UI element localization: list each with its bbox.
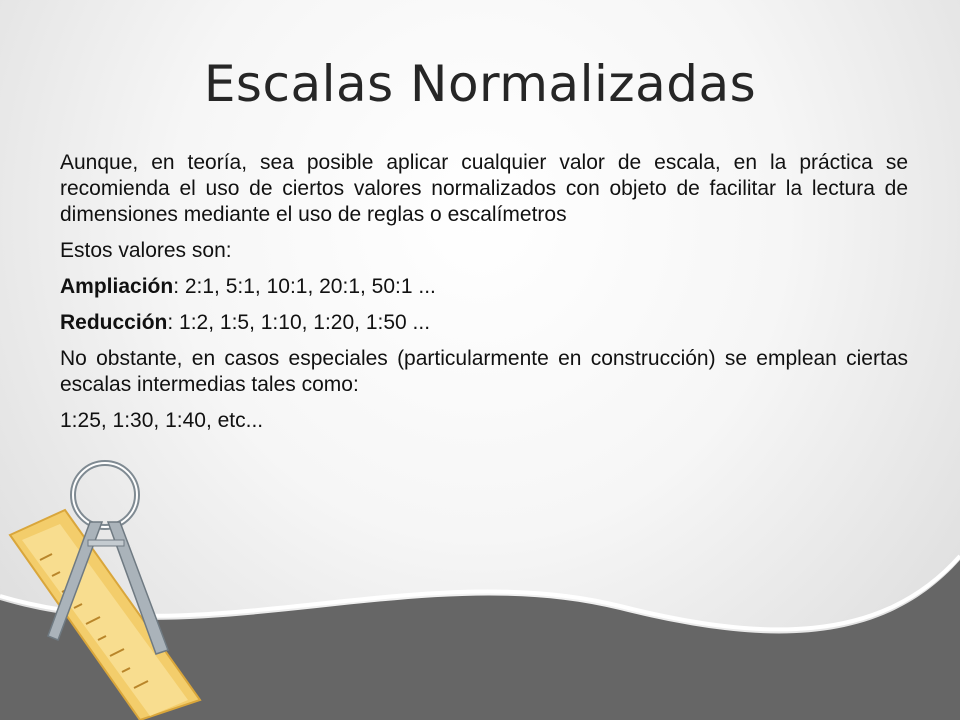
reduccion-line [60, 310, 908, 336]
reduccion-label: Reducción [60, 311, 168, 334]
intermediate-scales: 1:25, 1:30, 1:40, etc... [60, 409, 264, 432]
ampliacion-label: Ampliación [60, 275, 174, 298]
values-intro: Estos valores son: [60, 239, 232, 262]
intro-paragraph: Aunque, en teoría, sea posible aplicar cualquier valor de escala, en la práctica se recomienda el uso de ciertos valores normalizados con objeto de facilitar la lectura de dimensiones mediante el uso de reglas o escalímetros [60, 151, 908, 226]
special-paragraph: No obstante, en casos especiales (particularmente en construcción) se emplean ciertas escalas intermedias tales como: [60, 347, 908, 396]
ampliacion-line [60, 274, 908, 300]
ampliacion-values: : 2:1, 5:1, 10:1, 20:1, 50:1 ... [173, 275, 436, 298]
reduccion-values: : 1:2, 1:5, 1:10, 1:20, 1:50 ... [167, 311, 431, 334]
slide-body [60, 150, 908, 444]
slide-title: Escalas Normalizadas [203, 55, 757, 113]
